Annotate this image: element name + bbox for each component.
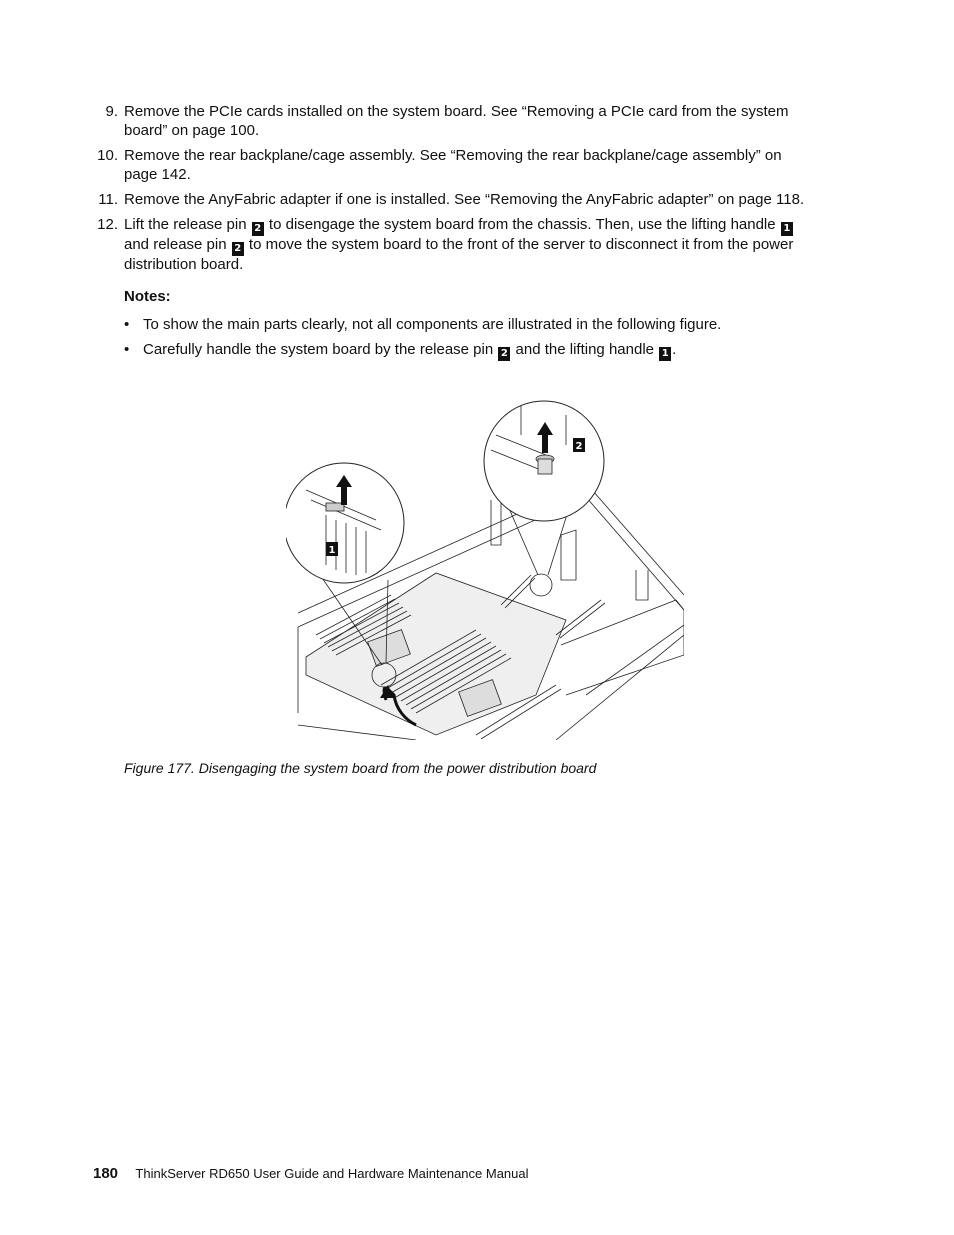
page-footer	[93, 1165, 529, 1182]
step-text: board” on page 100.	[124, 121, 260, 139]
step-text: and release pin	[124, 236, 227, 253]
page-number: 180	[93, 1165, 119, 1182]
notes-title: Notes:	[124, 288, 171, 305]
note-text: To show the main parts clearly, not all components are illustrated in the following figure.	[143, 316, 722, 333]
document-title: ThinkServer RD650 User Guide and Hardware Maintenance Manual	[135, 1166, 529, 1181]
bullet-dot: •	[124, 316, 130, 333]
figure-caption: Figure 177. Disengaging the system board from the power distribution board	[124, 760, 597, 776]
callout-2: 2	[498, 347, 510, 361]
system-board-illustration	[286, 395, 684, 740]
step-text: distribution board.	[124, 256, 244, 273]
step-text: Remove the AnyFabric adapter if one is installed. See “Removing the AnyFabric adapter” on page 118.	[124, 191, 805, 208]
step-text: page 142.	[124, 165, 191, 183]
figure-callout-1: 1	[328, 545, 336, 556]
step-text: to move the system board to the front of the server to disconnect it from the power	[248, 236, 794, 253]
figure-callout-2: 2	[575, 441, 583, 452]
step-text: Remove the PCIe cards installed on the system board. See “Removing a PCIe card from the system	[124, 103, 789, 120]
step-text: Remove the rear backplane/cage assembly. See “Removing the rear backplane/cage assembly” on	[124, 147, 782, 164]
note-text: and the lifting handle	[515, 341, 654, 358]
document-page: 9. Remove the PCIe cards installed on the system board. See “Removing a PCIe card from the system board” on page 100. 10. Remove the rear backplane/cage assembly. See “Removing the rear backplane/cage assembly” on page 142. 11. Remove the AnyFabric adapter if one is installed. See “Removing the AnyFabric adapter” on page 118. 12. Lift the release pin 2 to disengage the system board from the chassis. Then, use the lifting handle 1 and release pin 2 to move the system board to the front of the server to disconnect it from the power distribution board. Notes: • To show the main parts clearly, not all components are illustrated in the following figure. • Carefully handle the system board by the release pin 2 and the lifting handle 1 . 1 2 Figure 177. Disengaging the system board from the power distribution board 180 ThinkServer RD650 User Guide and Hardware Maintenance Manual	[0, 0, 954, 1235]
callout-2: 2	[232, 242, 244, 256]
step-text: Lift the release pin	[124, 216, 247, 233]
note-text: .	[672, 341, 677, 358]
note-text: Carefully handle the system board by the release pin	[143, 341, 494, 358]
callout-1: 1	[659, 347, 671, 361]
callout-2: 2	[252, 222, 264, 236]
callout-1: 1	[781, 222, 793, 236]
bullet-dot: •	[124, 341, 130, 358]
step-text: to disengage the system board from the chassis. Then, use the lifting handle	[268, 216, 776, 233]
